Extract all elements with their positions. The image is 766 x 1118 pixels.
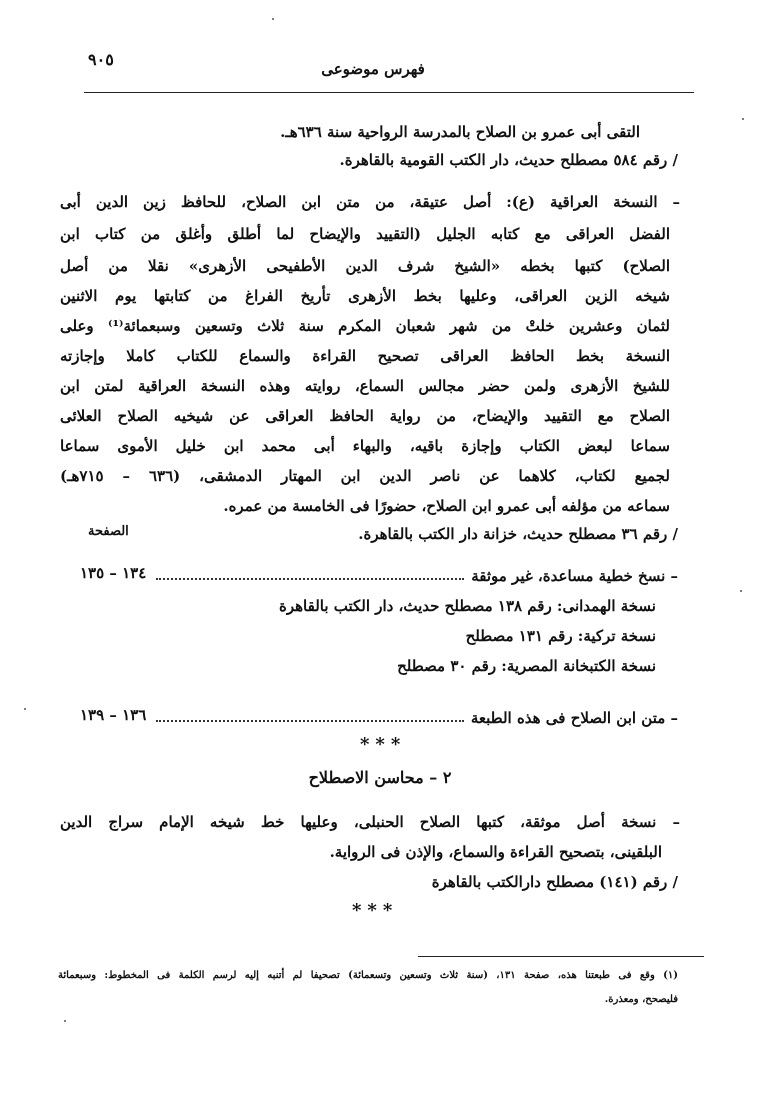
list-item: نسخة الكتبخانة المصرية: رقم ٣٠ مصطلح xyxy=(397,657,656,675)
scan-speck xyxy=(742,118,744,120)
paragraph-line: لجميع لكتاب، كلاهما عن ناصر الدين ابن المهتار الدمشقى، (٦٣٦ – ٧١٥هـ) xyxy=(60,467,670,485)
paragraph-line: سماعا لبعض الكتاب وإجازة باقيه، والبهاء أبى محمد ابن خليل الأموى سماعا xyxy=(60,437,670,455)
scan-speck xyxy=(740,590,742,592)
paragraph-line: البلقينى، بتصحيح القراءة والسماع، والإذن فى الرواية. xyxy=(329,843,662,861)
reference-line: / رقم ٣٦ مصطلح حديث، خزانة دار الكتب بالقاهرة. xyxy=(358,525,678,543)
toc-entry-label: – نسخ خطية مساعدة، غير موثقة xyxy=(471,567,678,585)
footnote-line: فليصحح، ومعذرة. xyxy=(604,994,678,1005)
paragraph-line: لثمان وعشرين خلتْ من شهر شعبان المكرم سنة ثلاث وتسعين وسبعمائة⁽¹⁾ وعلى xyxy=(60,317,670,335)
paragraph-line: شيخه الزين العراقى، وعليها بخط الأزهرى تأريخ الفراغ من كتابتها يوم الاثنين xyxy=(60,287,670,305)
list-item: نسخة الهمدانى: رقم ١٣٨ مصطلح حديث، دار الكتب بالقاهرة xyxy=(279,597,656,615)
footnote-line: (١) وقع فى طبعتنا هذه، صفحة ١٣١، (سنة ثلاث وتسعين وتسعمائة) تصحيفا لم أتنبه إليه لرسم الكلمة فى المخطوط: وسبعمائة xyxy=(58,970,678,981)
paragraph-line: – النسخة العراقية (ع): أصل عتيقة، من متن ابن الصلاح، للحافظ زين الدين أبى xyxy=(60,193,680,211)
page-number: ٩٠٥ xyxy=(88,50,114,69)
paragraph-line: الصلاح) كتبها بخطه «الشيخ شرف الدين الأطفيحى الأزهرى» نقلا من أصل xyxy=(60,257,670,275)
paragraph-line: / رقم ٥٨٤ مصطلح حديث، دار الكتب القومية بالقاهرة. xyxy=(339,151,678,169)
list-item: نسخة تركية: رقم ١٣١ مصطلح xyxy=(465,627,656,645)
paragraph-line: للشيخ الأزهرى ولمن حضر مجالس السماع، روايته وهذه النسخة العراقية لمتن ابن xyxy=(60,377,670,395)
paragraph-line: سماعه من مؤلفه أبى عمرو ابن الصلاح، حضورًا فى الخامسة من عمره. xyxy=(223,497,670,515)
toc-entry-label: – متن ابن الصلاح فى هذه الطبعة xyxy=(470,709,678,727)
paragraph-line: – نسخة أصل موثقة، كتبها الصلاح الحنبلى، وعليها خط شيخه الإمام سراج الدين xyxy=(60,813,680,831)
page-column-label: الصفحة xyxy=(88,524,129,539)
scan-speck xyxy=(272,18,274,20)
paragraph-line: الفضل العراقى مع كتابه الجليل (التقييد والإيضاح لما أطلق وأغلق من كتاب ابن xyxy=(60,225,670,243)
toc-entry-pages: ١٣٦ – ١٣٩ xyxy=(80,706,147,724)
footnote-rule xyxy=(418,956,704,957)
header-rule xyxy=(84,92,694,93)
separator-stars: *** xyxy=(352,900,399,921)
toc-entry-pages: ١٣٤ – ١٣٥ xyxy=(80,564,147,582)
scan-speck xyxy=(24,708,26,710)
paragraph-line: التقى أبى عمرو بن الصلاح بالمدرسة الرواحية سنة ٦٣٦هـ. xyxy=(280,123,640,141)
leader-dots xyxy=(156,578,464,580)
paragraph-line: الصلاح مع التقييد والإيضاح، من رواية الحافظ العراقى عن شيخيه الصلاح العلائى xyxy=(60,407,670,425)
paragraph-line: النسخة بخط الحافظ العراقى تصحيح القراءة والسماع للكتاب كاملا وإجازته xyxy=(60,347,670,365)
reference-line: / رقم (١٤١) مصطلح دارالكتب بالقاهرة xyxy=(431,873,678,891)
leader-dots xyxy=(156,720,464,722)
scan-speck xyxy=(64,1020,66,1022)
running-title: فهرس موضوعى xyxy=(321,60,425,78)
section-title: ٢ – محاسن الاصطلاح xyxy=(308,768,452,787)
separator-stars: *** xyxy=(360,734,407,755)
